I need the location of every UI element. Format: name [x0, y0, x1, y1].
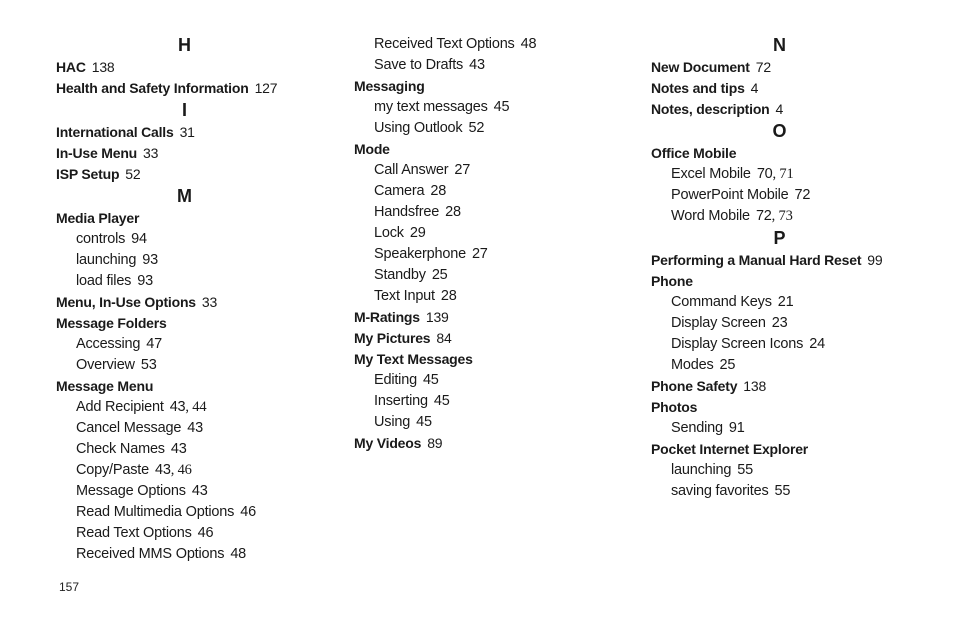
index-term: HAC — [56, 59, 86, 75]
index-term: My Text Messages — [354, 351, 473, 367]
index-sub-entry — [56, 439, 346, 460]
page-reference: 55 — [774, 483, 791, 499]
index-term: Using Outlook — [374, 120, 463, 136]
index-sub-entry: Copy/Paste 43, 46 — [76, 462, 192, 478]
index-term: Handsfree — [374, 204, 440, 220]
page-reference: 48 — [230, 546, 247, 562]
page-reference: 127 — [254, 80, 278, 96]
index-main-entry — [56, 292, 346, 313]
index-term: Health and Safety Information — [56, 80, 249, 96]
index-main-entry — [651, 250, 941, 271]
page-reference: 21 — [777, 294, 794, 310]
index-main-entry — [56, 164, 346, 185]
index-term: Phone — [651, 273, 693, 289]
index-main-entry — [651, 78, 941, 99]
index-term: Display Screen Icons — [671, 336, 804, 352]
page-reference: 43 — [191, 483, 208, 499]
index-sub-entry — [354, 223, 644, 244]
page-reference: 4 — [775, 101, 784, 117]
index-sub-entry — [651, 334, 941, 355]
index-sub-entry — [354, 160, 644, 181]
index-term: M-Ratings — [354, 309, 420, 325]
index-term: Save to Drafts — [374, 57, 464, 73]
page-reference: 72 — [794, 187, 811, 203]
index-main-entry — [354, 349, 644, 370]
page-reference: 33 — [201, 294, 218, 310]
index-sub-entry — [56, 523, 346, 544]
page-reference: 139 — [425, 309, 449, 325]
page-reference: 45 — [493, 99, 510, 115]
index-term: Command Keys — [671, 294, 772, 310]
index-term: Menu, In-Use Options — [56, 294, 196, 310]
index-term: Sending — [671, 420, 723, 436]
index-term: Message Options — [76, 483, 186, 499]
index-term: Call Answer — [374, 162, 449, 178]
index-sub-entry — [651, 185, 941, 206]
page-reference: 71 — [779, 166, 794, 182]
page-reference: 25 — [431, 267, 448, 283]
index-term: My Videos — [354, 435, 422, 451]
page-reference: 24 — [809, 336, 825, 352]
index-term: Received MMS Options — [76, 546, 225, 562]
index-term: Word Mobile — [671, 208, 750, 224]
index-term: Cancel Message — [76, 420, 182, 436]
page-reference: 4 — [750, 80, 759, 96]
index-term: Phone Safety — [651, 378, 738, 394]
index-term: Standby — [374, 267, 426, 283]
index-sub-entry — [651, 481, 941, 502]
index-main-entry — [651, 143, 941, 164]
section-letter: O — [772, 121, 787, 141]
index-term: Camera — [374, 183, 425, 199]
page-reference: 46 — [177, 462, 192, 478]
page-reference: 70 — [756, 166, 773, 182]
index-term: Display Screen — [671, 315, 766, 331]
page-reference: 28 — [430, 183, 447, 199]
index-term: launching — [76, 252, 137, 268]
index-term: Performing a Manual Hard Reset — [651, 252, 862, 268]
index-main-entry — [651, 439, 941, 460]
page-reference: 28 — [440, 288, 457, 304]
page-reference: 46 — [240, 504, 256, 520]
index-term: PowerPoint Mobile — [671, 187, 789, 203]
index-sub-entry — [354, 370, 644, 391]
page-reference: 43 — [469, 57, 485, 73]
page-reference: 27 — [454, 162, 471, 178]
index-term: Pocket Internet Explorer — [651, 441, 809, 457]
index-sub-entry — [56, 250, 346, 271]
index-main-entry — [354, 328, 644, 349]
index-sub-entry — [354, 391, 644, 412]
page-reference: 23 — [771, 315, 788, 331]
index-term: Read Text Options — [76, 525, 192, 541]
index-term: Notes, description — [651, 101, 770, 117]
index-main-entry — [354, 307, 644, 328]
page-reference: 52 — [468, 120, 485, 136]
index-main-entry — [651, 57, 941, 78]
index-sub-entry — [354, 118, 644, 139]
page-reference: 89 — [427, 435, 443, 451]
index-sub-entry — [651, 355, 941, 376]
index-term: Text Input — [374, 288, 435, 304]
index-term: Speakerphone — [374, 246, 466, 262]
page-reference: 99 — [867, 252, 883, 268]
index-main-entry — [354, 433, 644, 454]
section-letter: I — [181, 100, 187, 120]
page-reference: 46 — [197, 525, 214, 541]
page-reference: 55 — [737, 462, 754, 478]
page-reference: 29 — [409, 225, 426, 241]
index-sub-entry — [56, 418, 346, 439]
index-sub-entry — [56, 481, 346, 502]
index-sub-entry — [354, 202, 644, 223]
page-reference: 73 — [778, 208, 793, 224]
index-sub-entry — [651, 460, 941, 481]
index-term: Read Multimedia Options — [76, 504, 235, 520]
page-reference: 45 — [416, 414, 432, 430]
page-reference: 45 — [422, 372, 439, 388]
index-term: International Calls — [56, 124, 174, 140]
index-sub-entry — [56, 271, 346, 292]
index-term: In-Use Menu — [56, 145, 138, 161]
index-term: launching — [671, 462, 732, 478]
index-main-entry — [56, 57, 346, 78]
page-reference: 43 — [170, 441, 187, 457]
index-sub-entry — [56, 502, 346, 523]
page-reference: 25 — [719, 357, 736, 373]
index-term: Received Text Options — [374, 36, 515, 52]
index-term: Editing — [374, 372, 417, 388]
index-term: Check Names — [76, 441, 165, 457]
index-main-entry — [56, 143, 346, 164]
index-term: Office Mobile — [651, 145, 737, 161]
index-term: Mode — [354, 141, 390, 157]
index-column-1 — [56, 34, 346, 565]
page-reference: 72 — [755, 208, 772, 224]
index-term: Inserting — [374, 393, 428, 409]
page-reference: 93 — [142, 252, 159, 268]
index-term: Message Folders — [56, 315, 167, 331]
index-sub-entry — [56, 229, 346, 250]
index-term: Overview — [76, 357, 135, 373]
index-main-entry — [56, 78, 346, 99]
page-reference: 45 — [433, 393, 450, 409]
index-main-entry — [56, 122, 346, 143]
section-letter: N — [773, 35, 786, 55]
index-term: Messaging — [354, 78, 425, 94]
page-reference: 94 — [131, 231, 147, 247]
index-term: Message Menu — [56, 378, 154, 394]
page-reference: 43 — [187, 420, 203, 436]
index-term: Lock — [374, 225, 404, 241]
index-term: New Document — [651, 59, 750, 75]
section-letter: M — [177, 186, 192, 206]
index-term: Accessing — [76, 336, 141, 352]
index-term: Notes and tips — [651, 80, 745, 96]
index-sub-entry: Word Mobile 72, 73 — [671, 208, 793, 224]
page-reference: 43 — [169, 399, 186, 415]
page-reference: 84 — [436, 330, 452, 346]
index-main-entry — [651, 271, 941, 292]
index-sub-entry — [354, 34, 644, 55]
index-sub-entry: Add Recipient 43, 44 — [76, 399, 207, 415]
page-reference: 91 — [728, 420, 745, 436]
page-reference: 53 — [140, 357, 157, 373]
index-term: My Pictures — [354, 330, 431, 346]
index-term: saving favorites — [671, 483, 769, 499]
index-sub-entry — [56, 334, 346, 355]
index-term: load files — [76, 273, 132, 289]
index-main-entry — [651, 99, 941, 120]
index-sub-entry — [651, 418, 941, 439]
index-term: Excel Mobile — [671, 166, 751, 182]
index-main-entry — [354, 76, 644, 97]
page-reference: 48 — [520, 36, 537, 52]
index-term: Photos — [651, 399, 698, 415]
index-main-entry — [651, 397, 941, 418]
index-sub-entry — [651, 313, 941, 334]
page-reference: 72 — [755, 59, 771, 75]
page-reference: 47 — [146, 336, 163, 352]
index-term: Using — [374, 414, 411, 430]
page-reference: 44 — [192, 399, 207, 415]
page-number: 157 — [59, 580, 80, 594]
index-sub-entry: Excel Mobile 70, 71 — [671, 166, 794, 182]
index-sub-entry — [354, 55, 644, 76]
page-reference: 31 — [179, 124, 195, 140]
index-sub-entry — [651, 292, 941, 313]
index-column-3 — [651, 34, 941, 502]
index-column-2 — [354, 34, 644, 454]
section-letter: P — [773, 228, 786, 248]
index-sub-entry — [56, 544, 346, 565]
index-term: my text messages — [374, 99, 488, 115]
page-reference: 138 — [743, 378, 767, 394]
index-term: Media Player — [56, 210, 140, 226]
index-term: Add Recipient — [76, 399, 164, 415]
index-term: ISP Setup — [56, 166, 120, 182]
index-main-entry — [56, 313, 346, 334]
page-reference: 28 — [445, 204, 461, 220]
index-sub-entry — [56, 355, 346, 376]
page-reference: 138 — [91, 59, 115, 75]
page-reference: 27 — [471, 246, 488, 262]
section-letter: H — [178, 35, 191, 55]
index-sub-entry — [354, 97, 644, 118]
index-term: Modes — [671, 357, 714, 373]
index-sub-entry — [354, 181, 644, 202]
index-main-entry — [56, 208, 346, 229]
index-sub-entry — [354, 286, 644, 307]
index-main-entry — [354, 139, 644, 160]
page-reference: 43 — [154, 462, 171, 478]
index-term: controls — [76, 231, 126, 247]
index-main-entry — [56, 376, 346, 397]
page-reference: 33 — [143, 145, 159, 161]
index-sub-entry — [354, 265, 644, 286]
page-reference: 93 — [137, 273, 153, 289]
page-reference: 52 — [125, 166, 141, 182]
index-sub-entry — [354, 244, 644, 265]
index-sub-entry — [354, 412, 644, 433]
index-main-entry — [651, 376, 941, 397]
index-term: Copy/Paste — [76, 462, 149, 478]
